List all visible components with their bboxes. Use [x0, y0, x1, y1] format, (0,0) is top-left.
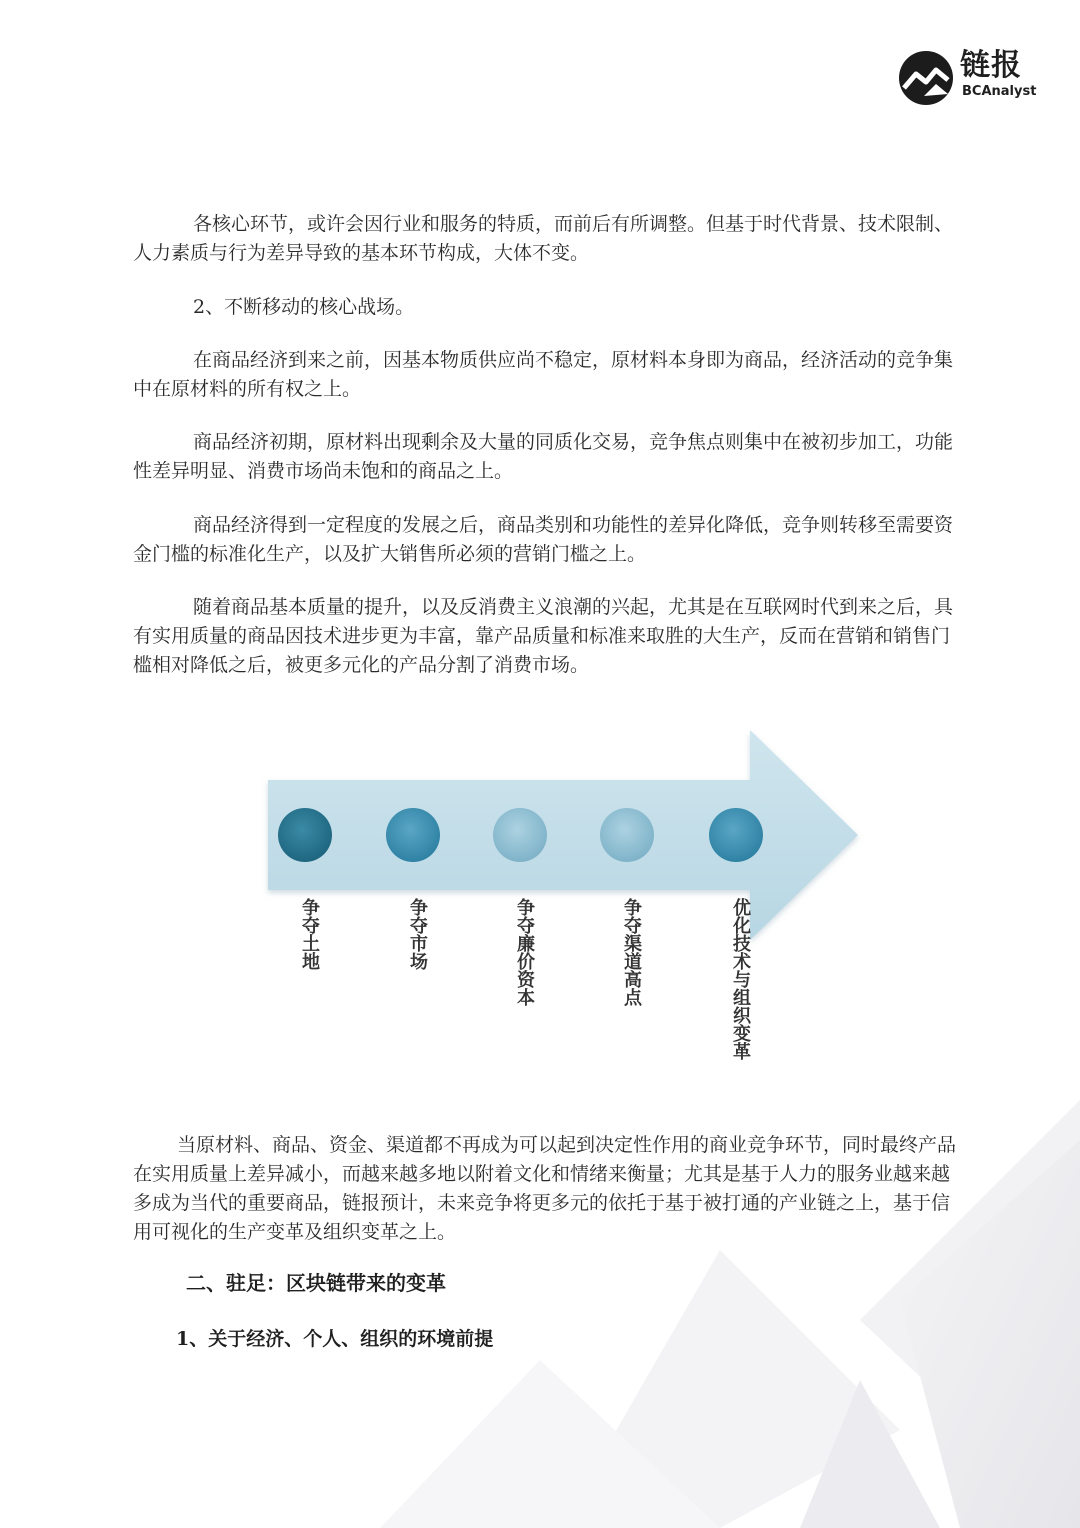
stage-label-1: 争夺土地: [299, 898, 320, 970]
paragraph-2: 在商品经济到来之前，因基本物质供应尚不稳定，原材料本身即为商品，经济活动的竞争集中在原材料的所有权之上。: [133, 349, 954, 400]
paragraph-6: 当原材料、商品、资金、渠道都不再成为可以起到决定性作用的商业竞争环节，同时最终产品在实用质量上差异减小，而越来越多地以附着文化和情绪来衡量；尤其是基于人力的服务业越来越多成为当代的重要商品，链报预计，未来竞争将更多元的依托于基于被打通的产业链之上，基于信用可视化的生产变革及组织变革之上。: [133, 1134, 957, 1243]
paragraph-4: 商品经济得到一定程度的发展之后，商品类别和功能性的差异化降低，竞争则转移至需要资金门槛的标准化生产，以及扩大销售所必须的营销门槛之上。: [133, 514, 954, 565]
progress-arrow: [260, 725, 870, 1100]
stage-dot-1: [278, 808, 332, 862]
stage-label-2: 争夺市场: [407, 898, 428, 970]
competition-evolution-diagram: [260, 725, 870, 1100]
logo-title: 链报: [960, 48, 1022, 83]
brand-logo: [898, 48, 1048, 108]
paragraph-1: 各核心环节，或许会因行业和服务的特质，而前后有所调整。但基于时代背景、技术限制、人力素质与行为差异导致的基本环节构成，大体不变。: [133, 213, 954, 264]
subsection-heading: [176, 1324, 493, 1354]
section-heading: 二、驻足：区块链带来的变革: [186, 1271, 446, 1295]
logo-icon: [898, 50, 954, 106]
stage-dot-3: [493, 808, 547, 862]
list-item-2: 2、不断移动的核心战场。: [193, 296, 415, 318]
stage-label-4: 争夺渠道高点: [621, 898, 642, 1006]
stage-dot-5: [709, 808, 763, 862]
stage-dot-2: [386, 808, 440, 862]
paragraph-5: 随着商品基本质量的提升，以及反消费主义浪潮的兴起，尤其是在互联网时代到来之后，具有实用质量的商品因技术进步更为丰富，靠产品质量和标准来取胜的大生产，反而在营销和销售门槛相对降低之后，被更多元化的产品分割了消费市场。: [133, 596, 954, 676]
stage-label-5: 优化技术与组织变革: [730, 898, 751, 1060]
logo-subtitle: BCAnalyst: [962, 84, 1037, 99]
subsection-number: 1、: [176, 1328, 209, 1350]
stage-dot-4: [600, 808, 654, 862]
subsection-text: 关于经济、个人、组织的环境前提: [208, 1328, 494, 1350]
paragraph-3: 商品经济初期，原材料出现剩余及大量的同质化交易，竞争焦点则集中在被初步加工，功能性差异明显、消费市场尚未饱和的商品之上。: [133, 431, 954, 482]
stage-label-3: 争夺廉价资本: [514, 898, 535, 1006]
